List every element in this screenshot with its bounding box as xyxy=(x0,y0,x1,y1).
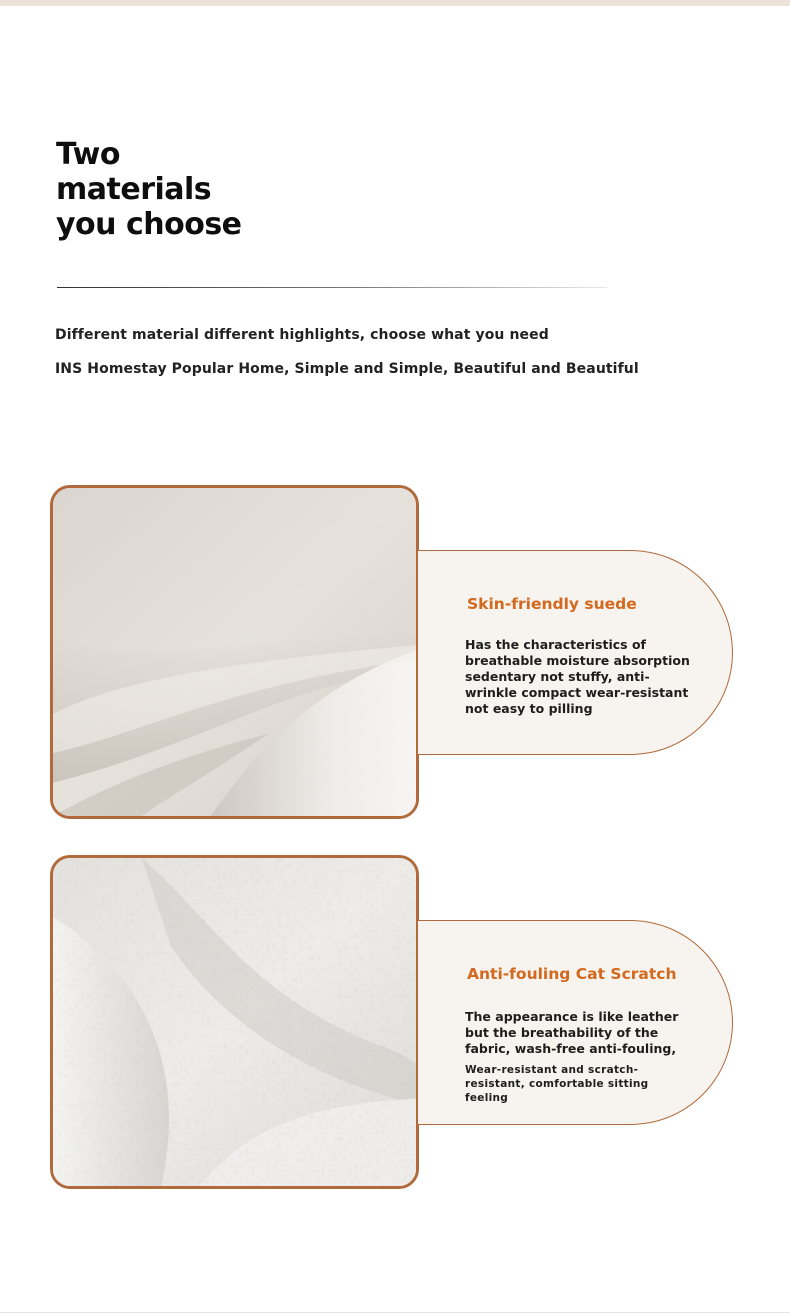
leather-fabric-image xyxy=(50,855,419,1189)
title-divider xyxy=(57,287,607,288)
material-leather-section xyxy=(0,855,790,1195)
leather-description xyxy=(465,1009,695,1105)
leather-description-main: The appearance is like leather but the breathability of the fabric, wash-free anti-fouling, xyxy=(465,1009,679,1056)
suede-feature-card xyxy=(418,550,733,755)
suede-title: Skin-friendly suede xyxy=(467,595,637,613)
top-decorative-strip xyxy=(0,0,790,6)
title-line-1: Two xyxy=(56,137,120,172)
material-suede-section xyxy=(0,485,790,825)
leather-title: Anti-fouling Cat Scratch xyxy=(467,965,677,983)
leather-feature-card xyxy=(418,920,733,1125)
bottom-divider xyxy=(0,1312,790,1313)
subtitle-homestay: INS Homestay Popular Home, Simple and Simple, Beautiful and Beautiful xyxy=(55,361,639,377)
leather-description-small: Wear-resistant and scratch-resistant, comfortable sitting feeling xyxy=(465,1064,649,1104)
suede-description: Has the characteristics of breathable moisture absorption sedentary not stuffy, anti-wrinkle compact wear-resistant not easy to pilling xyxy=(465,637,690,716)
subtitle-highlights: Different material different highlights, choose what you need xyxy=(55,327,549,343)
suede-fabric-image xyxy=(50,485,419,819)
title-line-3: you choose xyxy=(56,207,242,242)
page-title xyxy=(56,137,356,242)
title-line-2: materials xyxy=(56,172,212,207)
